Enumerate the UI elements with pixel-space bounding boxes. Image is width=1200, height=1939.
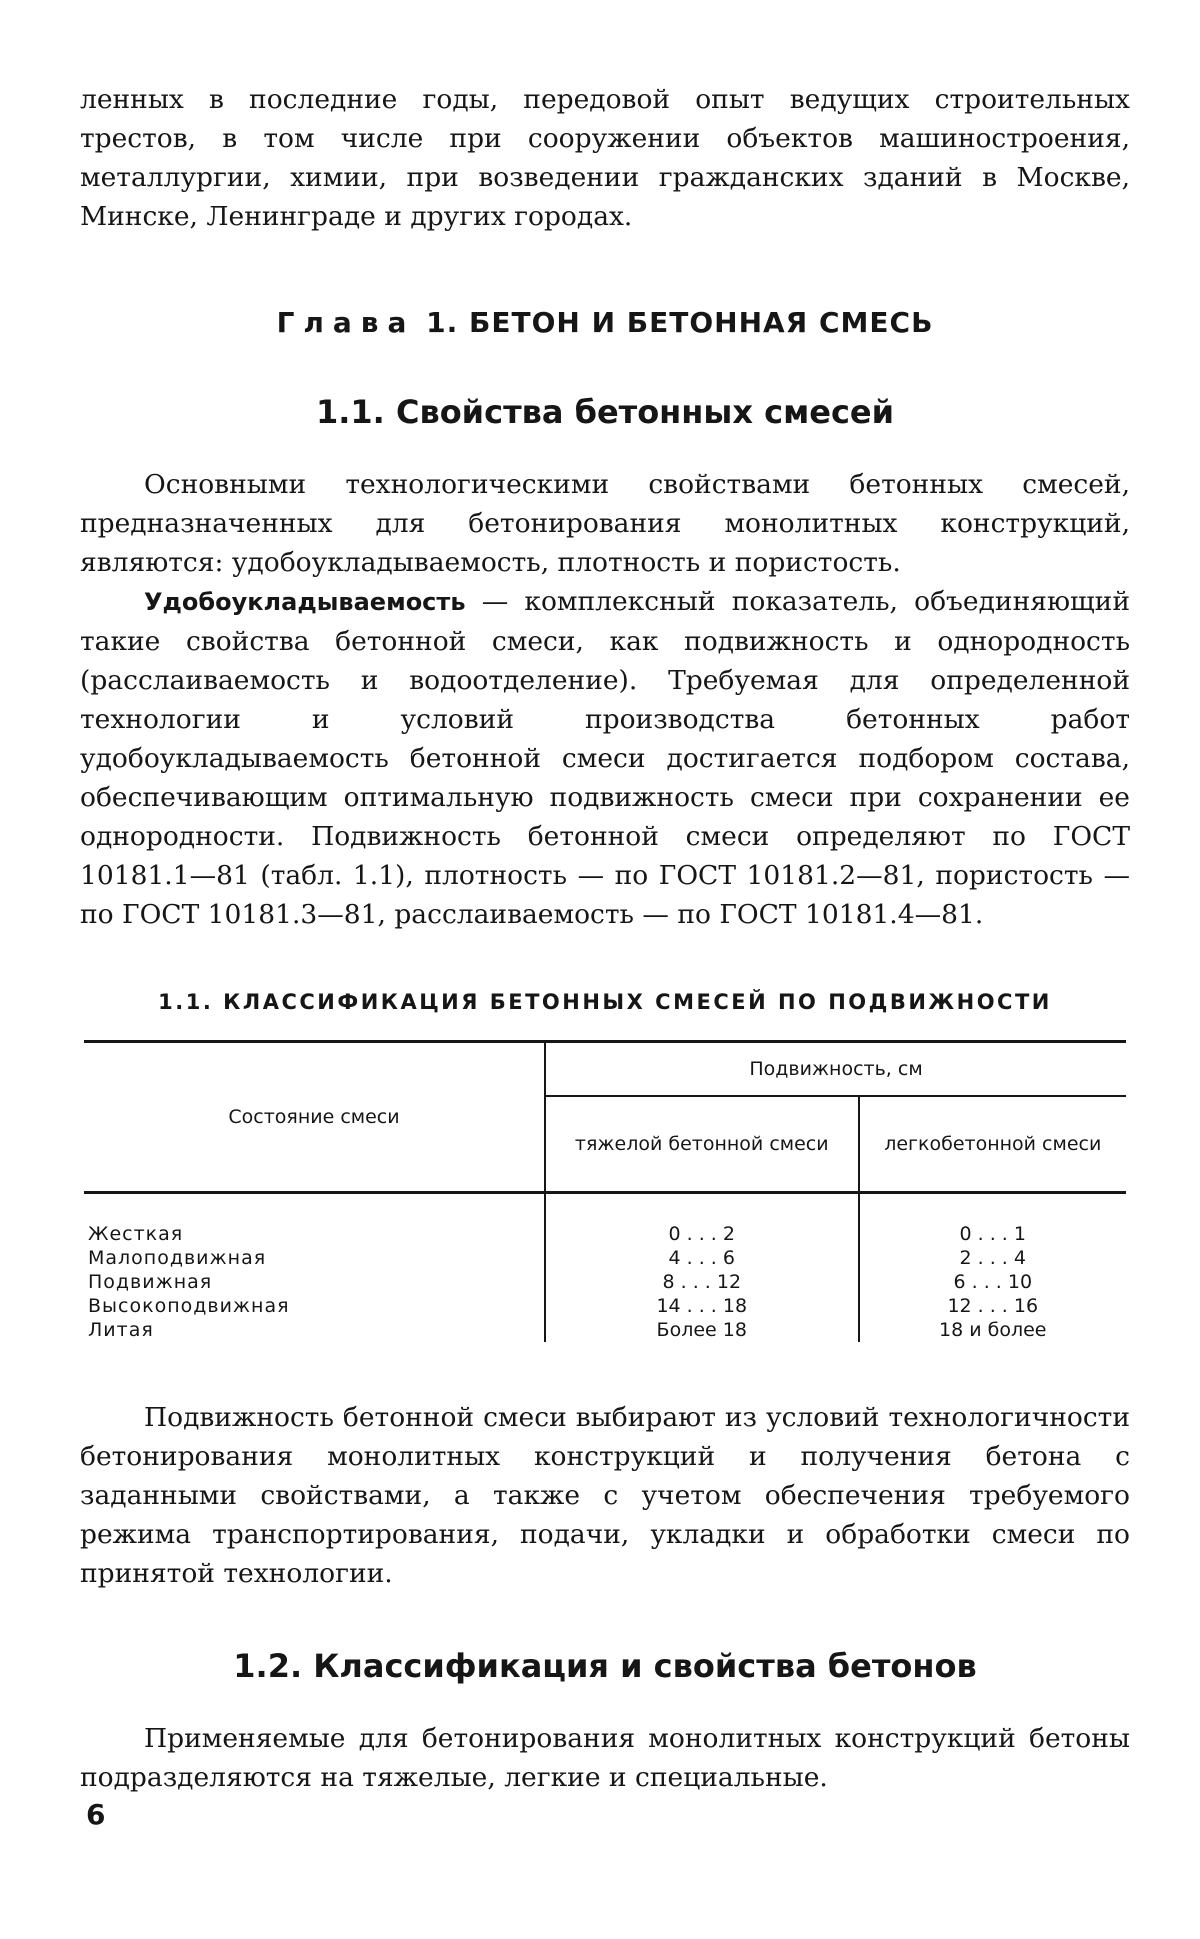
workability-text: — комплексный показатель, объединяющий такие свойства бетонной смеси, как подвижность и однородность (расслаиваемость и водоотделение). Требуемая для определенной технологии и условий производства бетонных работ удобоукладываемость бетонной смеси достигается подбором состава, обеспечивающим оптимальную подвижность смеси при сохранении ее однородности. Подвижность бетонной смеси определяют по ГОСТ 10181.1—81 (табл. 1.1), плотность — по ГОСТ 10181.2—81, пористость — по ГОСТ 10181.3—81, расслаиваемость — по ГОСТ 10181.4—81. — [80, 586, 1130, 930]
row-state: Подвижная — [84, 1270, 545, 1294]
book-page — [80, 80, 1130, 1797]
chapter-title: 1. БЕТОН И БЕТОННАЯ СМЕСЬ — [426, 306, 934, 339]
row-light-value: 6 . . . 10 — [953, 1271, 1033, 1293]
row-state: Высокоподвижная — [84, 1294, 545, 1318]
mobility-classification-table — [84, 1040, 1126, 1342]
header-light-mix: легкобетонной смеси — [859, 1096, 1126, 1193]
row-light-value: 12 . . . 16 — [947, 1295, 1039, 1317]
concrete-types-paragraph: Применяемые для бетонирования монолитных конструкций бетоны подразделяются на тяжелые, легкие и специальные. — [80, 1723, 1130, 1793]
row-heavy-value: 4 . . . 6 — [545, 1246, 859, 1270]
row-heavy-value: 8 . . . 12 — [545, 1270, 859, 1294]
row-heavy-value: Более 18 — [545, 1318, 859, 1342]
mobility-choice-paragraph: Подвижность бетонной смеси выбирают из условий технологичности бетонирования монолитных конструкций и получения бетона с заданными свойствами, а также с учетом обеспечения требуемого режима транспортирования, подачи, укладки и обработки смеси по принятой технологии. — [80, 1402, 1130, 1589]
section-heading-1-2: 1.2. Классификация и свойства бетонов — [233, 1647, 977, 1685]
intro-paragraph: ленных в последние годы, передовой опыт ведущих строительных трестов, в том числе при сооружении объектов машиностроения, металлургии, химии, при возведении гражданских зданий в Москве, Минске, Ленинграде и других городах. — [80, 84, 1130, 232]
table-row — [84, 1270, 1126, 1294]
workability-term: Удобоукладываемость — [144, 588, 466, 616]
table-title: 1.1. КЛАССИФИКАЦИЯ БЕТОННЫХ СМЕСЕЙ ПО ПОДВИЖНОСТИ — [158, 990, 1052, 1014]
table-row — [84, 1294, 1126, 1318]
table-row — [84, 1193, 1126, 1247]
page-number: 6 — [86, 1798, 106, 1831]
table-row — [84, 1318, 1126, 1342]
chapter-heading — [80, 306, 1130, 339]
section-heading-1-1: 1.1. Свойства бетонных смесей — [315, 393, 895, 431]
header-heavy-mix: тяжелой бетонной смеси — [545, 1096, 859, 1193]
row-heavy-value: 0 . . . 2 — [545, 1193, 859, 1247]
header-state: Состояние смеси — [84, 1042, 545, 1193]
row-heavy-value: 14 . . . 18 — [545, 1294, 859, 1318]
chapter-label: Глава — [276, 306, 416, 339]
row-light-value: 18 и более — [939, 1319, 1047, 1341]
main-properties-paragraph: Основными технологическими свойствами бетонных смесей, предназначенных для бетонирования монолитных конструкций, являются: удобоукладываемость, плотность и пористость. — [80, 469, 1130, 578]
row-light-value: 0 . . . 1 — [959, 1223, 1026, 1245]
table-row — [84, 1246, 1126, 1270]
row-state: Малоподвижная — [84, 1246, 545, 1270]
workability-paragraph — [80, 582, 1130, 934]
header-mobility: Подвижность, см — [545, 1042, 1126, 1097]
row-state: Литая — [84, 1318, 545, 1342]
row-state: Жесткая — [84, 1193, 545, 1247]
row-light-value: 2 . . . 4 — [959, 1247, 1026, 1269]
